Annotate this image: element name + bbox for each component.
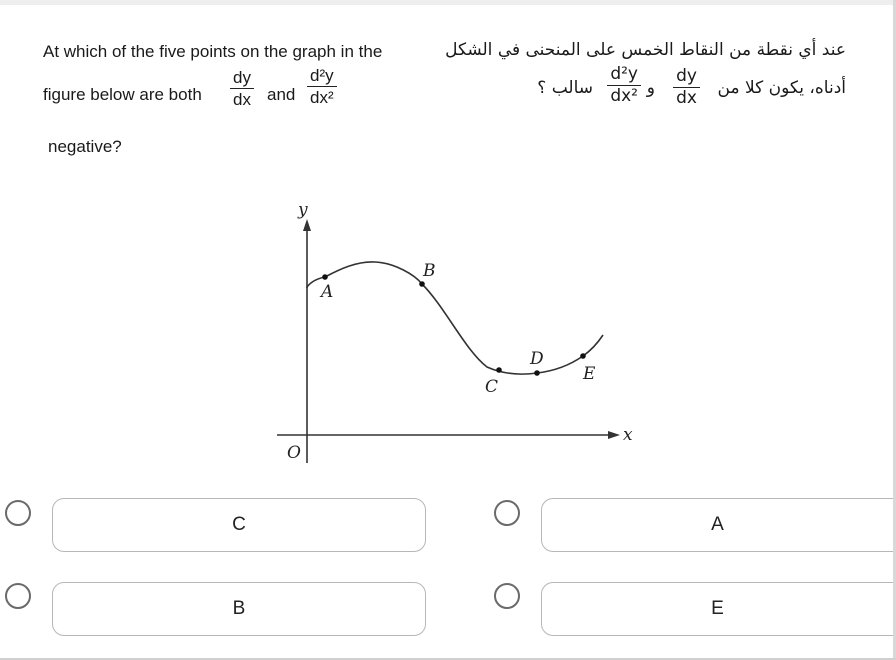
arabic-line-1: عند أي نقطة من النقاط الخمس على المنحنى في الشكل bbox=[445, 40, 846, 60]
question-and: and bbox=[267, 85, 296, 104]
arabic-fraction-first-derivative bbox=[673, 67, 700, 108]
fraction-denominator: dx² bbox=[610, 86, 638, 106]
point-b-marker bbox=[419, 281, 425, 287]
question-line-3: negative? bbox=[48, 137, 122, 156]
origin-label: O bbox=[287, 443, 301, 463]
y-axis-label: y bbox=[298, 200, 308, 220]
point-e-label: E bbox=[583, 364, 596, 384]
option-b-radio[interactable] bbox=[5, 583, 31, 609]
question-line-2: figure below are both bbox=[43, 85, 202, 104]
point-a-marker bbox=[322, 274, 328, 280]
option-e-radio[interactable] bbox=[494, 583, 520, 609]
function-graph bbox=[265, 195, 645, 475]
fraction-numerator: dy bbox=[233, 68, 251, 87]
fraction-numerator: d²y bbox=[310, 66, 334, 85]
curve bbox=[307, 262, 603, 374]
option-a-radio[interactable] bbox=[494, 500, 520, 526]
arabic-fraction-second-derivative bbox=[607, 65, 641, 106]
fraction-first-derivative bbox=[230, 68, 254, 109]
point-c-label: C bbox=[485, 377, 499, 397]
option-b-button[interactable]: B bbox=[52, 582, 426, 636]
fraction-numerator: dy bbox=[676, 66, 697, 86]
option-c-radio[interactable] bbox=[5, 500, 31, 526]
option-c-button[interactable]: C bbox=[52, 498, 426, 552]
fraction-denominator: dx² bbox=[310, 88, 334, 107]
fraction-bar bbox=[230, 88, 254, 89]
option-e-button[interactable]: E bbox=[541, 582, 893, 636]
point-e-marker bbox=[580, 353, 586, 359]
point-d-label: D bbox=[530, 349, 544, 369]
fraction-bar bbox=[307, 86, 337, 87]
question-line-1: At which of the five points on the graph in the bbox=[43, 42, 383, 61]
point-d-marker bbox=[534, 370, 540, 376]
option-a-button[interactable]: A bbox=[541, 498, 893, 552]
fraction-numerator: d²y bbox=[610, 64, 638, 84]
point-a-label: A bbox=[321, 282, 334, 302]
fraction-second-derivative bbox=[307, 66, 337, 107]
top-border bbox=[0, 0, 896, 5]
arabic-and: و bbox=[646, 78, 655, 98]
arabic-line-2: أدناه، يكون كلا من bbox=[717, 78, 846, 98]
point-b-label: B bbox=[423, 261, 436, 281]
point-c-marker bbox=[496, 367, 502, 373]
x-axis-arrow-icon bbox=[608, 431, 620, 439]
arabic-line-2-end: سالب ؟ bbox=[537, 78, 593, 98]
fraction-denominator: dx bbox=[233, 90, 251, 109]
fraction-denominator: dx bbox=[676, 88, 697, 108]
x-axis-label: x bbox=[623, 425, 633, 445]
y-axis-arrow-icon bbox=[303, 219, 311, 231]
